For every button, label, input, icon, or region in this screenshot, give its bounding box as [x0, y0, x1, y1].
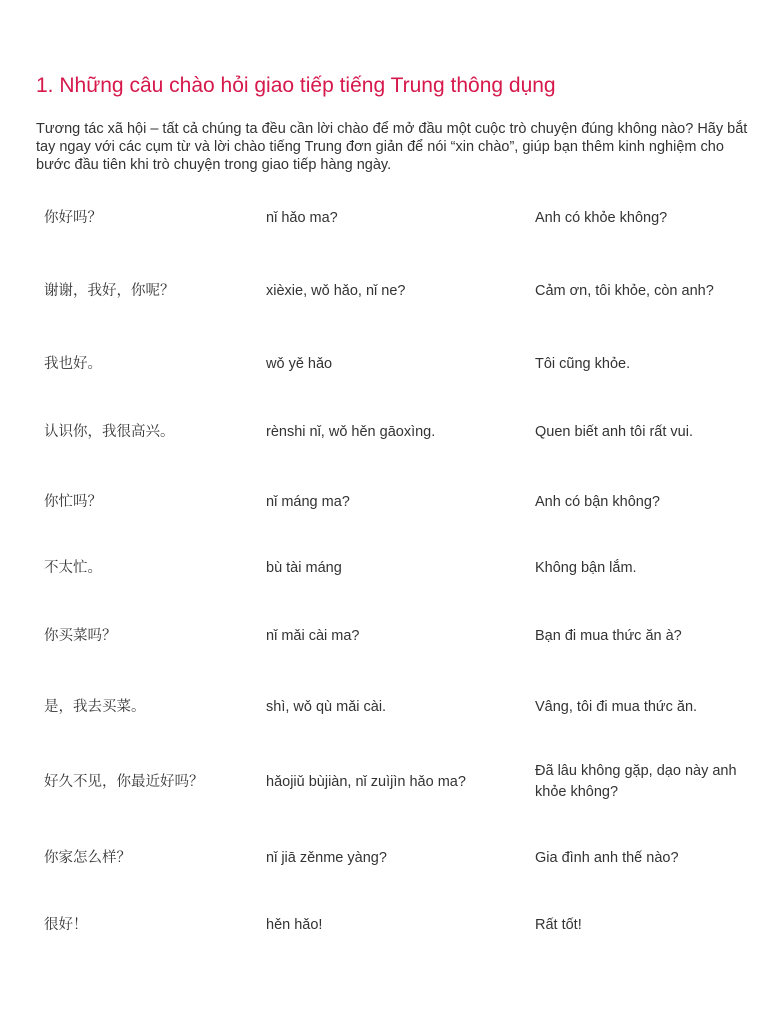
chinese-cell: 你好吗？	[44, 209, 102, 226]
table-row	[36, 838, 748, 878]
table-row	[36, 762, 748, 802]
vietnamese-cell: Quen biết anh tôi rất vui.	[535, 423, 693, 440]
vietnamese-cell: Không bận lắm.	[535, 559, 637, 576]
pinyin-cell: hǎojiǔ bùjiàn, nǐ zuìjìn hǎo ma?	[266, 773, 466, 790]
vietnamese-cell: Tôi cũng khỏe.	[535, 355, 631, 372]
pinyin-cell: nǐ máng ma?	[266, 493, 350, 510]
table-row	[36, 616, 748, 656]
intro-paragraph: Tương tác xã hội – tất cả chúng ta đều cần lời chào để mở đầu một cuộc trò chuyện đúng không nào? Hãy bắt tay ngay với các cụm từ và lời chào tiếng Trung đơn giản để nói “xin chào”, giúp bạn thêm kinh nghiệm cho bước đầu tiên khi trò chuyện trong giao tiếp hàng ngày.	[36, 121, 748, 173]
table-row	[36, 344, 748, 384]
vietnamese-cell: Gia đình anh thế nào?	[535, 849, 679, 866]
chinese-cell: 是，我去买菜。	[44, 698, 146, 715]
vietnamese-cell: Anh có khỏe không?	[535, 209, 668, 226]
table-row	[36, 905, 748, 945]
table-row	[36, 271, 748, 311]
vietnamese-cell: Cảm ơn, tôi khỏe, còn anh?	[535, 282, 714, 299]
chinese-cell: 很好！	[44, 916, 88, 933]
pinyin-cell: nǐ hǎo ma?	[266, 209, 338, 226]
pinyin-cell: nǐ mǎi cài ma?	[266, 627, 360, 644]
table-row	[36, 687, 748, 727]
pinyin-cell: hěn hǎo!	[266, 916, 323, 933]
table-row	[36, 482, 748, 522]
section-heading: 1. Những câu chào hỏi giao tiếp tiếng Trung thông dụng	[36, 74, 556, 97]
table-row	[36, 412, 748, 452]
vietnamese-cell: Rất tốt!	[535, 916, 582, 933]
pinyin-cell: bù tài máng	[266, 559, 342, 576]
pinyin-cell: xièxie, wǒ hǎo, nǐ ne?	[266, 282, 406, 299]
chinese-cell: 好久不见，你最近好吗？	[44, 773, 204, 790]
vietnamese-cell: Bạn đi mua thức ăn à?	[535, 627, 682, 644]
chinese-cell: 你家怎么样？	[44, 849, 131, 866]
vietnamese-cell: Anh có bận không?	[535, 493, 660, 510]
chinese-cell: 你买菜吗？	[44, 627, 117, 644]
chinese-cell: 我也好。	[44, 355, 102, 372]
pinyin-cell: shì, wǒ qù mǎi cài.	[266, 698, 387, 715]
chinese-cell: 认识你，我很高兴。	[44, 423, 175, 440]
pinyin-cell: wǒ yě hǎo	[266, 355, 333, 372]
chinese-cell: 谢谢，我好，你呢？	[44, 282, 175, 299]
vietnamese-cell: Vâng, tôi đi mua thức ăn.	[535, 698, 698, 715]
table-row	[36, 198, 748, 238]
chinese-cell: 不太忙。	[44, 559, 102, 576]
vietnamese-cell: Đã lâu không gặp, dạo này anh khỏe không?	[535, 763, 737, 800]
pinyin-cell: nǐ jiā zěnme yàng?	[266, 849, 387, 866]
chinese-cell: 你忙吗？	[44, 493, 102, 510]
table-row	[36, 548, 748, 588]
pinyin-cell: rènshi nǐ, wǒ hěn gāoxìng.	[266, 423, 436, 440]
